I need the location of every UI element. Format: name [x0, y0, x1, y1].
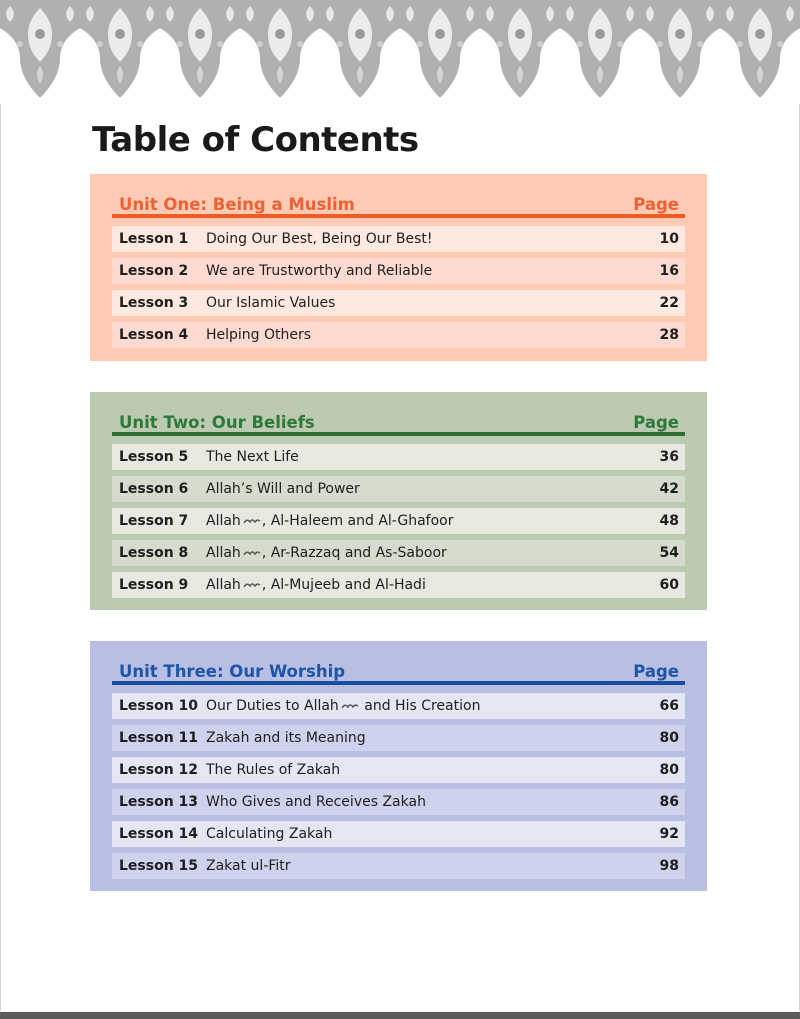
unit-header [112, 406, 685, 436]
lesson-row[interactable] [112, 540, 685, 566]
lesson-name-start: Allah [206, 577, 241, 593]
page-column-label: Page [633, 413, 679, 432]
lesson-page: 16 [659, 263, 679, 279]
lesson-name [206, 513, 639, 529]
lesson-number: Lesson 1 [119, 231, 189, 247]
lesson-row[interactable] [112, 444, 685, 470]
page-bottom-bar [0, 1012, 800, 1019]
lesson-number: Lesson 5 [119, 449, 189, 465]
lesson-page: 66 [659, 698, 679, 714]
lesson-row[interactable] [112, 789, 685, 815]
lesson-row[interactable] [112, 322, 685, 348]
lesson-name: The Next Life [206, 449, 299, 465]
lesson-page: 86 [659, 794, 679, 810]
lesson-name-start: Allah [206, 545, 241, 561]
lesson-name: Calculating Zakah [206, 826, 333, 842]
lesson-row[interactable] [112, 476, 685, 502]
lesson-page: 22 [659, 295, 679, 311]
page-title: Table of Contents [92, 120, 419, 160]
unit-two-panel [90, 392, 707, 610]
lesson-name: Helping Others [206, 327, 312, 343]
lesson-page: 42 [659, 481, 679, 497]
lesson-row[interactable] [112, 572, 685, 598]
lesson-page: 48 [659, 513, 679, 529]
lesson-name [206, 577, 639, 593]
lesson-page: 92 [659, 826, 679, 842]
page-column-label: Page [633, 195, 679, 214]
lesson-number: Lesson 2 [119, 263, 189, 279]
lesson-number: Lesson 11 [119, 730, 199, 746]
unit-title: Unit One: Being a Muslim [119, 195, 355, 214]
unit-one-panel [90, 174, 707, 361]
lesson-row[interactable] [112, 853, 685, 879]
lesson-name: Who Gives and Receives Zakah [206, 794, 426, 810]
lesson-name-end: , Ar-Razzaq and As-Saboor [261, 545, 447, 561]
unit-title: Unit Three: Our Worship [119, 662, 346, 681]
lesson-number: Lesson 9 [119, 577, 189, 593]
honorific-seal-icon [243, 581, 261, 589]
unit-header [112, 655, 685, 685]
lesson-page: 28 [659, 327, 679, 343]
lesson-name: Our Islamic Values [206, 295, 336, 311]
lesson-name: We are Trustworthy and Reliable [206, 263, 433, 279]
unit-header [112, 188, 685, 218]
lesson-page: 60 [659, 577, 679, 593]
lesson-row[interactable] [112, 725, 685, 751]
lesson-row[interactable] [112, 290, 685, 316]
lesson-number: Lesson 7 [119, 513, 189, 529]
lesson-number: Lesson 15 [119, 858, 199, 874]
page-column-label: Page [633, 662, 679, 681]
damask-ornament-border [0, 0, 800, 104]
lesson-name-start: Our Duties to Allah [206, 698, 339, 714]
lesson-row[interactable] [112, 258, 685, 284]
lesson-page: 80 [659, 762, 679, 778]
unit-title: Unit Two: Our Beliefs [119, 413, 315, 432]
lesson-name: Zakat ul-Fitr [206, 858, 291, 874]
lesson-page: 80 [659, 730, 679, 746]
lesson-row[interactable] [112, 757, 685, 783]
lesson-page: 54 [659, 545, 679, 561]
lesson-number: Lesson 14 [119, 826, 199, 842]
lesson-number: Lesson 13 [119, 794, 199, 810]
lesson-number: Lesson 3 [119, 295, 189, 311]
lesson-row[interactable] [112, 693, 685, 719]
lesson-page: 36 [659, 449, 679, 465]
lesson-number: Lesson 8 [119, 545, 189, 561]
lesson-page: 98 [659, 858, 679, 874]
lesson-row[interactable] [112, 821, 685, 847]
lesson-name [206, 545, 639, 561]
lesson-name [206, 698, 639, 714]
lesson-name: Doing Our Best, Being Our Best! [206, 231, 433, 247]
lesson-name-end: , Al-Mujeeb and Al-Hadi [261, 577, 426, 593]
honorific-seal-icon [243, 549, 261, 557]
honorific-seal-icon [341, 702, 359, 710]
lesson-number: Lesson 12 [119, 762, 199, 778]
lesson-name-end: and His Creation [359, 698, 481, 714]
lesson-name: Zakah and its Meaning [206, 730, 366, 746]
lesson-number: Lesson 10 [119, 698, 199, 714]
lesson-name: The Rules of Zakah [206, 762, 341, 778]
honorific-seal-icon [243, 517, 261, 525]
lesson-name-end: , Al-Haleem and Al-Ghafoor [261, 513, 454, 529]
lesson-name: Allah’s Will and Power [206, 481, 360, 497]
lesson-row[interactable] [112, 508, 685, 534]
lesson-number: Lesson 6 [119, 481, 189, 497]
lesson-page: 10 [659, 231, 679, 247]
unit-three-panel [90, 641, 707, 891]
lesson-number: Lesson 4 [119, 327, 189, 343]
lesson-row[interactable] [112, 226, 685, 252]
lesson-name-start: Allah [206, 513, 241, 529]
